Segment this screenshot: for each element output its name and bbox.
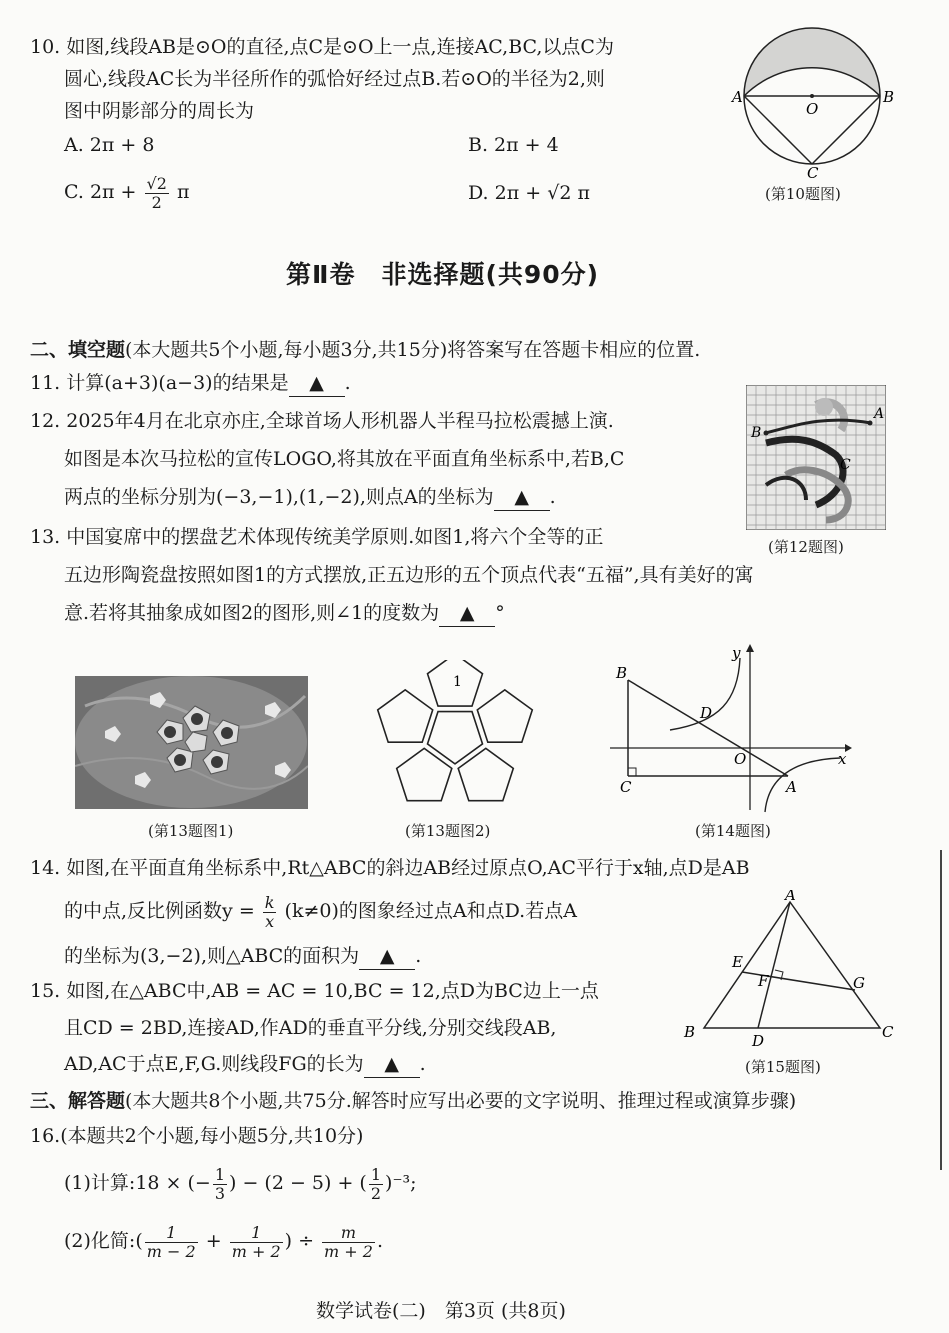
q14-hyperbola-right	[765, 758, 840, 812]
q12-label-c: C	[840, 457, 851, 473]
q15-line-3: AD,AC于点E,F,G.则线段FG的长为 ▲ .	[64, 1051, 426, 1078]
q14-label-a: A	[786, 778, 797, 796]
q16-part-1: (1)计算:18 × (− $\frac{1}{3}$ ) − (2 − 5) + ( $\frac{1}{2}$ )⁻³;	[64, 1164, 417, 1203]
q16-part-1-fraction-b: $\frac{1}{2}$	[370, 1164, 382, 1203]
q12-label-b: B	[751, 425, 762, 441]
q13-figure-1-caption: (第13题图1)	[148, 822, 234, 840]
q13-figure-2-caption: (第13题图2)	[405, 822, 491, 840]
q15-line-2: 且CD = 2BD,连接AD,作AD的垂直平分线,分别交线段AB,	[64, 1017, 557, 1039]
pentagon-shape	[477, 690, 532, 742]
q10-option-c: C. 2π + $\frac{√2}{2}$ π	[64, 173, 190, 212]
q16-part-2-fraction-b: $\frac{1}{m + 2}$	[231, 1222, 281, 1261]
q12-line-3: 两点的坐标分别为(−3,−1),(1,−2),则点A的坐标为 ▲ .	[64, 484, 556, 511]
q14-label-y: y	[732, 644, 741, 662]
q14-segment-ab	[628, 680, 788, 776]
q12-figure	[746, 385, 886, 530]
q13-line-1: 13. 中国宴席中的摆盘艺术体现传统美学原则.如图1,将六个全等的正	[30, 526, 604, 548]
q15-label-g: G	[853, 974, 865, 992]
q12-line-2: 如图是本次马拉松的宣传LOGO,将其放在平面直角坐标系中,若B,C	[64, 448, 625, 470]
section-2-header: 二、填空题(本大题共5个小题,每小题3分,共15分)将答案写在答题卡相应的位置.	[30, 339, 701, 361]
q12-line-1: 12. 2025年4月在北京亦庄,全球首场人形机器人半程马拉松震撼上演.	[30, 410, 614, 432]
q15-triangle-abc	[704, 902, 880, 1028]
q13-line-2: 五边形陶瓷盘按照如图1的方式摆放,正五边形的五个顶点代表“五福”,具有美好的寓	[64, 564, 754, 586]
q14-label-b: B	[616, 664, 628, 682]
q12-label-a: A	[874, 406, 885, 422]
q16-part-2: (2)化简:( $\frac{1}{m - 2}$ + $\frac{1}{m + 2}$ ) ÷ $\frac{m}{m + 2}$ .	[64, 1222, 384, 1261]
q16-part-1-fraction-a: $\frac{1}{3}$	[214, 1164, 226, 1203]
q13-figure-2	[370, 660, 540, 815]
q10-figure	[730, 20, 900, 180]
q14-line-1: 14. 如图,在平面直角坐标系中,Rt△ABC的斜边AB经过原点O,AC平行于x轴,点D是AB	[30, 857, 750, 879]
scan-edge-mark	[940, 850, 942, 1170]
q15-label-a: A	[785, 890, 796, 904]
q15-label-c: C	[882, 1023, 894, 1041]
q15-line-1: 15. 如图,在△ABC中,AB = AC = 10,BC = 12,点D为BC边上一点	[30, 980, 599, 1002]
q16-part-2-fraction-a: $\frac{1}{m - 2}$	[146, 1222, 196, 1261]
q14-caption: (第14题图)	[695, 822, 771, 840]
q13-answer-blank: ▲	[439, 600, 495, 627]
q10-option-b: B. 2π + 4	[468, 134, 559, 156]
q14-answer-blank: ▲	[359, 943, 415, 970]
q13-figure-1-photo	[75, 676, 308, 809]
q13-angle-1-label: 1	[453, 674, 462, 690]
q11-answer-blank: ▲	[289, 370, 345, 397]
q12-caption: (第12题图)	[768, 538, 844, 556]
q15-caption: (第15题图)	[745, 1058, 821, 1076]
q14-label-x: x	[838, 750, 847, 768]
q15-answer-blank: ▲	[364, 1051, 420, 1078]
q15-label-b: B	[684, 1023, 696, 1041]
q15-figure	[680, 890, 895, 1050]
q10-line-1: 10. 如图,线段AB是⊙O的直径,点C是⊙O上一点,连接AC,BC,以点C为	[30, 36, 614, 58]
q12-answer-blank: ▲	[494, 484, 550, 511]
q14-figure	[600, 640, 860, 815]
q10-option-c-fraction: $\frac{√2}{2}$	[146, 173, 167, 212]
q10-caption: (第10题图)	[765, 185, 841, 203]
q14-fraction: $\frac{k}{x}$	[264, 892, 275, 931]
q16-header: 16.(本题共2个小题,每小题5分,共10分)	[30, 1125, 364, 1147]
q10-option-d: D. 2π + √2 π	[468, 182, 590, 204]
q11: 11. 计算(a+3)(a−3)的结果是 ▲ .	[30, 370, 351, 397]
q10-label-c: C	[807, 164, 819, 180]
q14-label-o: O	[734, 750, 747, 768]
q15-label-f: F	[758, 972, 769, 990]
q16-part-2-fraction-c: $\frac{m}{m + 2}$	[324, 1222, 373, 1261]
page-footer: 数学试卷(二) 第3页 (共8页)	[316, 1300, 566, 1322]
q10-line-2: 圆心,线段AC长为半径所作的弧恰好经过点B.若⊙O的半径为2,则	[64, 68, 605, 90]
q13-line-3: 意.若将其抽象成如图2的图形,则∠1的度数为 ▲ °	[64, 600, 505, 627]
section-3-header: 三、解答题(本大题共8个小题,共75分.解答时应写出必要的文字说明、推理过程或演算步骤)	[30, 1090, 797, 1112]
q10-option-a: A. 2π + 8	[64, 134, 155, 156]
q10-label-a: A	[732, 88, 743, 106]
q10-label-o: O	[806, 100, 819, 118]
part2-title: 第Ⅱ卷 非选择题(共90分)	[286, 260, 600, 289]
q14-line-2: 的中点,反比例函数y = $\frac{k}{x}$ (k≠0)的图象经过点A和点D.若点A	[64, 892, 577, 931]
q10-label-b: B	[883, 88, 895, 106]
q15-label-e: E	[732, 953, 743, 971]
pentagon-shape	[378, 690, 433, 742]
q14-label-c: C	[620, 778, 632, 796]
q14-label-d: D	[700, 704, 713, 722]
q10-line-3: 图中阴影部分的周长为	[64, 100, 255, 122]
q15-segment-ad	[758, 902, 790, 1028]
q14-line-3: 的坐标为(3,−2),则△ABC的面积为 ▲ .	[64, 943, 421, 970]
q15-label-d: D	[752, 1032, 765, 1050]
